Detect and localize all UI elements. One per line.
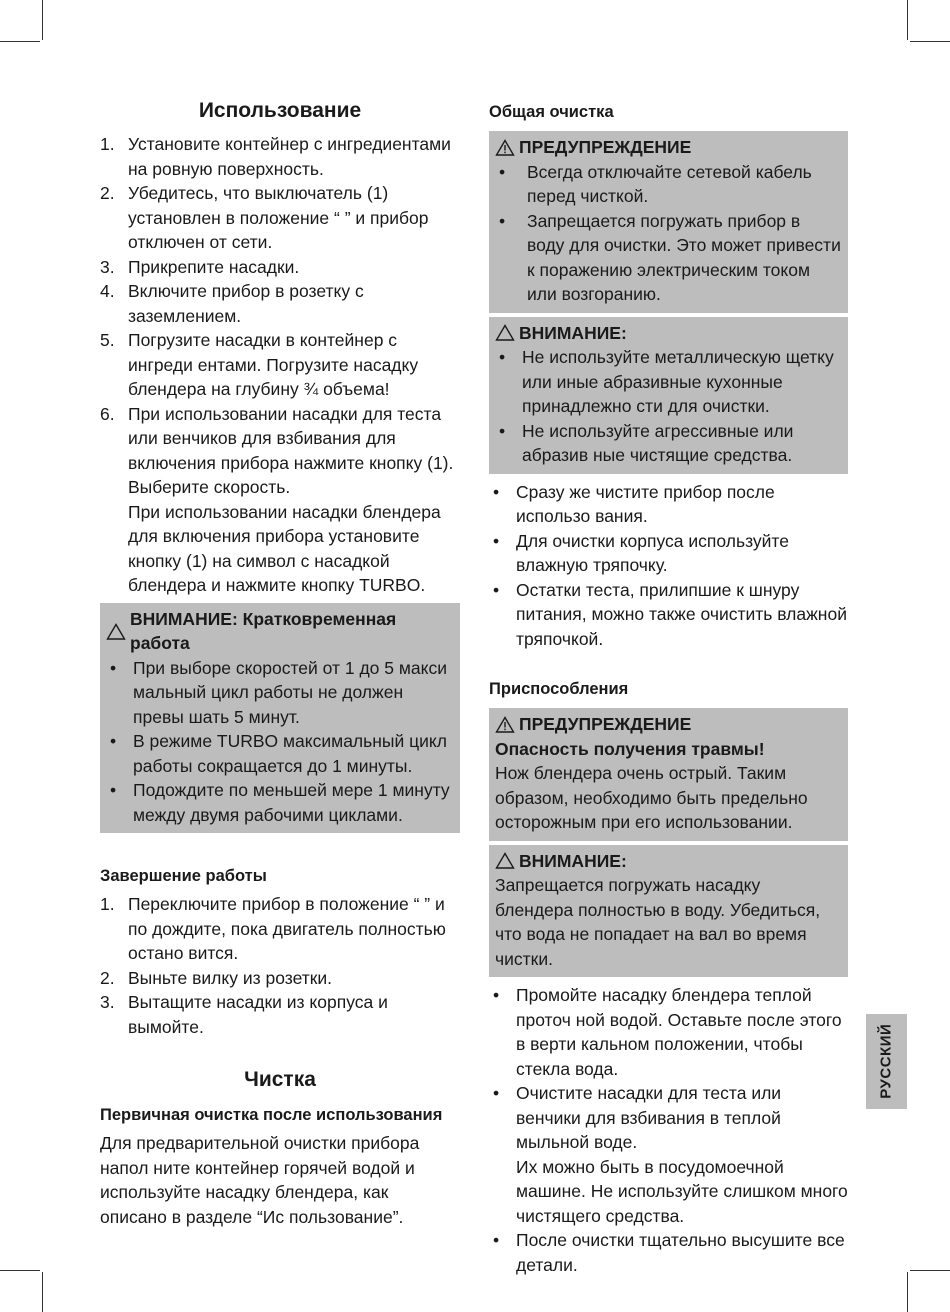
attention-title: ВНИМАНИЕ: [495,849,842,874]
usage-heading: Использование [198,99,362,122]
list-item: • Промойте насадку блендера теплой проточ ной водой. Оставьте после этого в верти кальном положении, чтобы стекла вода. [493,985,842,1079]
warning-triangle-icon [495,852,515,869]
warning-triangle-icon [495,324,515,341]
crop-mark [907,0,908,40]
list-item: • Всегда отключайте сетевой кабель перед чисткой. [499,161,812,206]
attention-box [489,317,848,474]
first-cleaning-text: Для предварительной очистки прибора напол ните контейнер горячей водой и используйте насадку блендера, как описано в разделе “Ис пользование”. [100,1133,420,1227]
list-item: • Для очистки корпуса используйте влажную тряпочку. [493,530,789,575]
list-item: • Остатки теста, прилипшие к шнуру питания, можно также очистить влажной тряпочкой. [493,579,847,649]
language-tab [866,1014,907,1109]
list-item: • При выборе скоростей от 1 до 5 макси мальный цикл работы не должен превы шать 5 минут. [110,657,448,727]
attention-list [495,345,842,468]
accessories-list [489,983,848,1277]
crop-mark [0,1270,40,1271]
right-column [489,100,848,1277]
list-item: • Сразу же чистите прибор после использо вания. [493,481,775,526]
crop-mark [907,1272,908,1312]
warning-title: ПРЕДУПРЕЖДЕНИЕ [495,135,842,160]
crop-mark [910,41,950,42]
list-item: • Подождите по меньшей мере 1 минуту между двумя рабочими циклами. [110,780,450,825]
warning-triangle-icon [495,716,515,733]
finish-heading: Завершение работы [100,867,267,885]
list-item: • Не используйте агрессивные или абразив ные чистящие средства. [499,420,794,465]
warning-list [495,160,842,307]
list-item: • В режиме TURBO максимальный цикл работы сокращается до 1 минуты. [110,731,448,776]
attention-text: Запрещается погружать насадку блендера полностью в воду. Убедиться, что вода не попадает на вал во время чистки. [495,875,821,969]
finish-step: 1. Переключите прибор в положение “ ” и по дождите, пока двигатель полностью остано вится. [100,894,446,963]
warning-title: ПРЕДУПРЕЖДЕНИЕ [495,712,842,737]
usage-step: 2. Убедитесь, что выключатель (1) установлен в положение “ ” и прибор отключен от сети. [100,183,429,252]
first-cleaning-heading: Первичная очистка после использования [100,1106,443,1124]
crop-mark [910,1270,950,1271]
usage-step: 1. Установите контейнер с ингредиентами на ровную поверхность. [100,134,451,179]
attention-title: ВНИМАНИЕ: Кратковременная работа [106,607,454,656]
warning-triangle-icon [106,623,126,640]
usage-steps [100,132,460,598]
crop-mark [0,41,40,42]
usage-step: 3. Прикрепите насадки. [100,256,300,277]
list-item: • После очистки тщательно высушите все детали. [493,1230,845,1275]
list-item: • Очистите насадки для теста или венчики для взбивания в теплой мыльной воде. Их можно быть в посудомоечной машине. Не используйте слишком много чистящего средства. [493,1083,848,1226]
warning-triangle-icon [495,139,515,156]
warning-box [489,708,848,841]
general-cleaning-heading: Общая очистка [489,103,614,121]
crop-mark [42,1272,43,1312]
attention-box [100,603,460,834]
finish-steps [100,892,460,1039]
warning-text: Нож блендера очень острый. Таким образом, необходимо быть предельно осторожным при его использовании. [495,763,808,832]
left-column [100,96,460,1229]
general-cleaning-list [489,480,848,652]
warning-box [489,131,848,313]
attention-box [489,845,848,978]
attention-list [106,656,454,828]
usage-step: 6. При использовании насадки для теста или венчиков для взбивания для включения прибора нажмите кнопку (1). Выберите скорость. При использовании насадки блендера для включения прибора установите кнопку (1) на символ с насадкой блендера и нажмите кнопку TURBO. [100,403,454,595]
cleaning-heading: Чистка [244,1068,316,1091]
usage-step: 4. Включите прибор в розетку с заземлением. [100,281,364,326]
usage-step: 5. Погрузите насадки в контейнер с ингреди ентами. Погрузите насадку блендера на глубину ¾ объема! [100,330,419,399]
accessories-heading: Приспособления [489,680,629,698]
attention-title: ВНИМАНИЕ: [495,321,842,346]
crop-mark [42,0,43,40]
finish-step: 2. Выньте вилку из розетки. [100,967,333,988]
language-tab-label: РУССКИЙ [877,1023,895,1100]
list-item: • Не используйте металлическую щетку или иные абразивные кухонные принадлежно сти для очистки. [499,347,834,416]
list-item: • Запрещается погружать прибор в воду для очистки. Это может привести к поражению электрическим током или возгоранию. [499,210,841,304]
finish-step: 3. Вытащите насадки из корпуса и вымойте. [100,992,388,1037]
injury-warning: Опасность получения травмы! [495,738,765,759]
